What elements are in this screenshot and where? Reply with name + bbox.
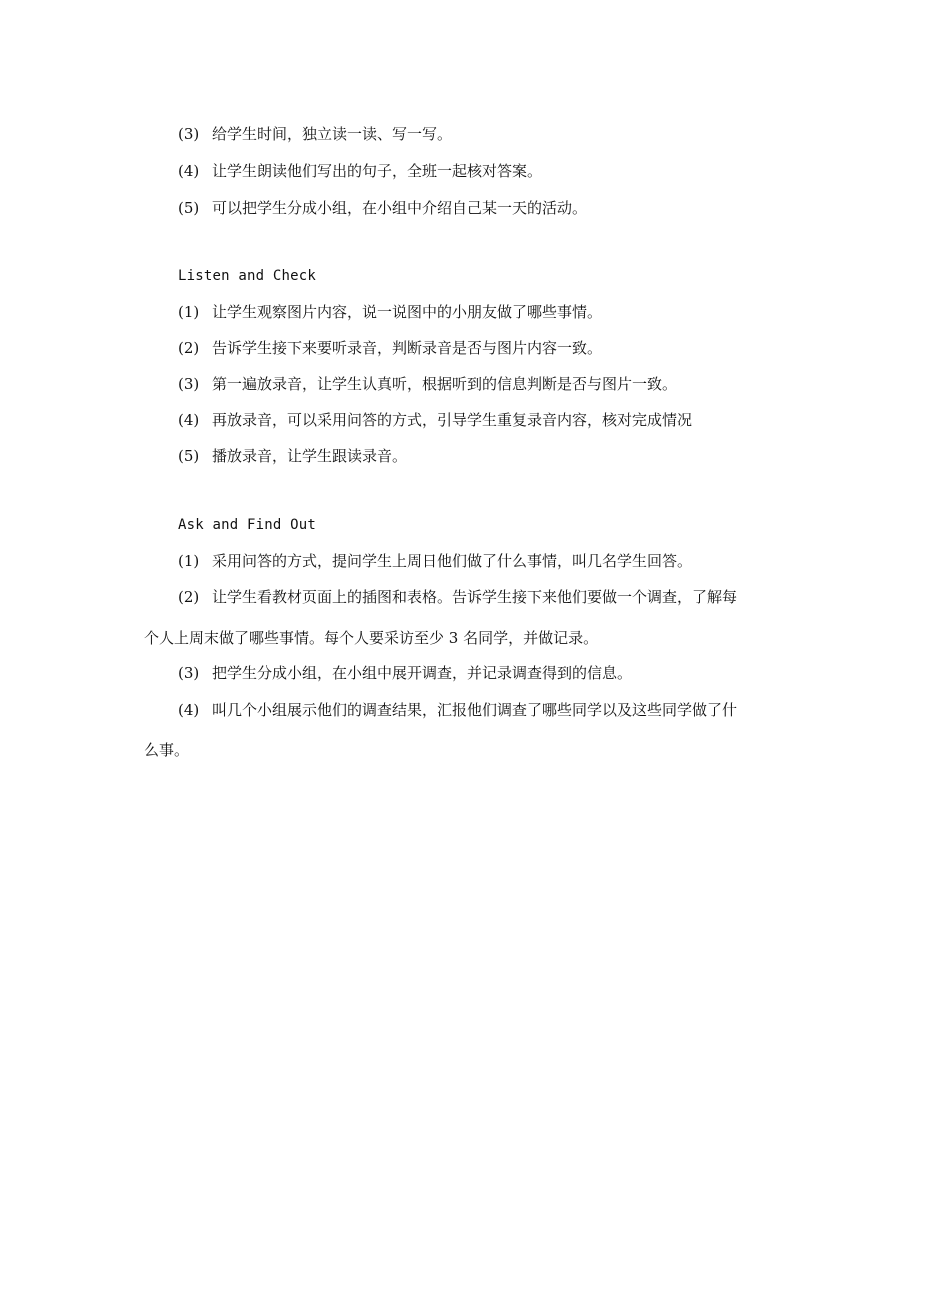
section-heading-listen: Listen and Check bbox=[178, 268, 317, 284]
item-text: 让学生朗读他们写出的句子，全班一起核对答案。 bbox=[212, 162, 543, 180]
ask-item-2 bbox=[178, 588, 804, 606]
intro-item-4 bbox=[178, 162, 804, 180]
item-text: 让学生观察图片内容，说一说图中的小朋友做了哪些事情。 bbox=[212, 303, 603, 321]
item-text: 给学生时间，独立读一读、写一写。 bbox=[212, 125, 453, 143]
item-number: (5) bbox=[178, 447, 200, 465]
item-text: 采用问答的方式，提问学生上周日他们做了什么事情，叫几名学生回答。 bbox=[212, 552, 693, 570]
ask-item-4-continuation: 么事。 bbox=[144, 741, 190, 759]
item-text: 播放录音，让学生跟读录音。 bbox=[212, 447, 408, 465]
item-number: (3) bbox=[178, 664, 200, 682]
listen-item-5 bbox=[178, 447, 804, 465]
listen-item-3 bbox=[178, 375, 804, 393]
section-heading-ask: Ask and Find Out bbox=[178, 517, 317, 533]
intro-item-5 bbox=[178, 199, 804, 217]
item-text: 再放录音，可以采用问答的方式，引导学生重复录音内容，核对完成情况 bbox=[212, 411, 693, 429]
ask-item-1 bbox=[178, 552, 804, 570]
item-text: 叫几个小组展示他们的调查结果，汇报他们调查了哪些同学以及这些同学做了什 bbox=[212, 701, 738, 719]
item-number: (1) bbox=[178, 552, 200, 570]
item-text: 可以把学生分成小组，在小组中介绍自己某一天的活动。 bbox=[212, 199, 588, 217]
item-number: (4) bbox=[178, 162, 200, 180]
item-text: 第一遍放录音，让学生认真听，根据听到的信息判断是否与图片一致。 bbox=[212, 375, 678, 393]
ask-item-2-continuation: 个人上周末做了哪些事情。每个人要采访至少 3 名同学，并做记录。 bbox=[144, 629, 599, 647]
intro-item-3 bbox=[178, 125, 804, 143]
listen-item-1 bbox=[178, 303, 804, 321]
item-text: 让学生看教材页面上的插图和表格。告诉学生接下来他们要做一个调查，了解每 bbox=[212, 588, 738, 606]
item-number: (4) bbox=[178, 701, 200, 719]
item-text: 把学生分成小组，在小组中展开调查，并记录调查得到的信息。 bbox=[212, 664, 633, 682]
item-number: (5) bbox=[178, 199, 200, 217]
item-number: (2) bbox=[178, 339, 200, 357]
item-number: (3) bbox=[178, 125, 200, 143]
item-number: (1) bbox=[178, 303, 200, 321]
listen-item-2 bbox=[178, 339, 804, 357]
item-number: (3) bbox=[178, 375, 200, 393]
ask-item-3 bbox=[178, 664, 804, 682]
listen-item-4 bbox=[178, 411, 804, 429]
item-number: (2) bbox=[178, 588, 200, 606]
ask-item-4 bbox=[178, 701, 804, 719]
item-number: (4) bbox=[178, 411, 200, 429]
item-text: 告诉学生接下来要听录音，判断录音是否与图片内容一致。 bbox=[212, 339, 603, 357]
